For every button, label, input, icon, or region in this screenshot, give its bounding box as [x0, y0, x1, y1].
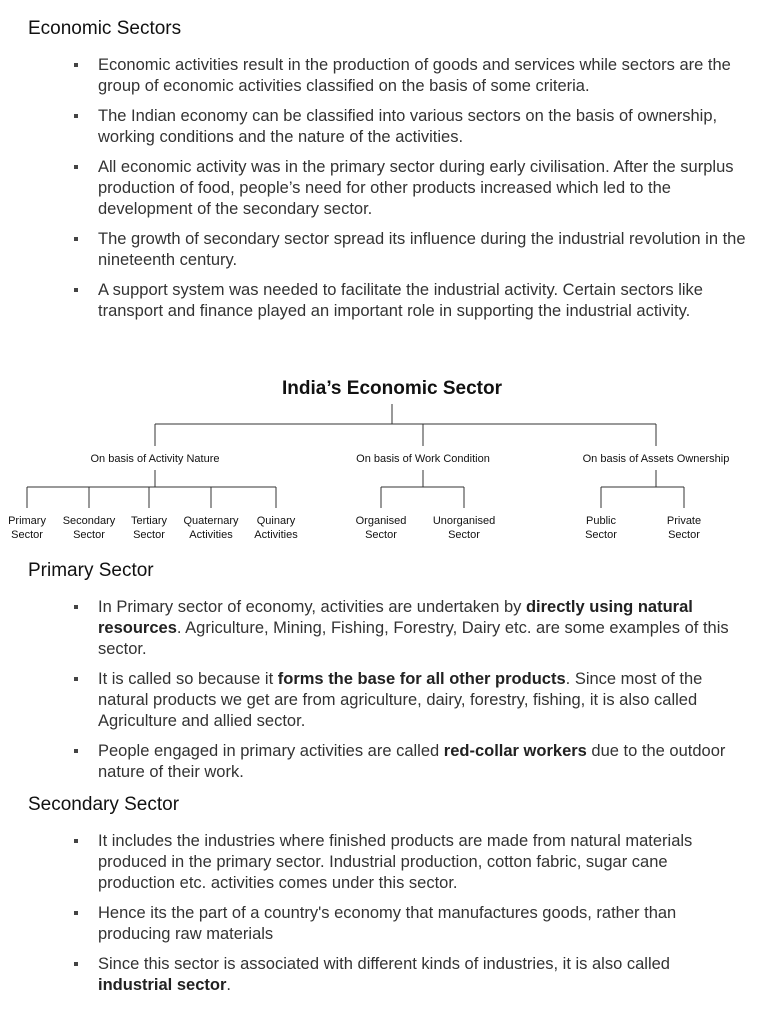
leaf-label: Sector: [585, 529, 617, 541]
branch-label: On basis of Activity Nature: [90, 453, 220, 465]
leaf-label: Sector: [668, 529, 700, 541]
bullet-text: The growth of secondary sector spread its influence during the industrial revolution in the nineteenth century.: [98, 230, 746, 269]
bullet-text: Hence its the part of a country's economy that manufactures goods, rather than producing raw materials: [98, 904, 677, 943]
leaf-label: Private: [666, 515, 702, 527]
bullet-text-end: .: [226, 976, 231, 994]
primary-sector-list: [74, 597, 746, 792]
bullet-icon: [74, 63, 78, 67]
bullet-text: All economic activity was in the primary sector during early civilisation. After the surplus production of food, people’s need for other products increased which led to the development of the secondary sector.: [98, 158, 734, 218]
bullet-bold-text: directly using natural resources: [98, 598, 693, 637]
bullet-icon: [74, 749, 78, 753]
list-item: [74, 280, 746, 322]
bullet-icon: [74, 677, 78, 681]
sector-classification-diagram: [8, 370, 748, 550]
bullet-bold-text: forms the base for all other products: [277, 670, 566, 688]
bullet-icon: [74, 165, 78, 169]
bullet-text: People engaged in primary activities are called: [98, 742, 444, 760]
secondary-sector-list: [74, 831, 746, 1005]
bullet-icon: [74, 237, 78, 241]
bullet-text: A support system was needed to facilitate the industrial activity. Certain sectors like transport and finance played an important role in supporting the industrial activity.: [98, 281, 703, 320]
list-item: [74, 954, 746, 996]
bullet-icon: [74, 114, 78, 118]
leaf-label: Public: [586, 515, 616, 527]
bullet-icon: [74, 911, 78, 915]
bullet-text: It is called so because it: [98, 670, 278, 688]
branch-label: On basis of Assets Ownership: [582, 453, 730, 465]
leaf-label: Unorganised: [432, 515, 496, 527]
leaf-label: Quaternary: [183, 515, 239, 527]
leaf-label: Tertiary: [130, 515, 168, 527]
diagram-title: India’s Economic Sector: [282, 378, 502, 399]
bullet-bold-text: industrial sector: [98, 976, 227, 994]
leaf-label: Sector: [365, 529, 397, 541]
list-item: [74, 903, 746, 945]
bullet-bold-text: red-collar workers: [443, 742, 587, 760]
bullet-text: The Indian economy can be classified into various sectors on the basis of ownership, working conditions and the nature of the activities.: [98, 107, 718, 146]
leaf-label: Sector: [11, 529, 43, 541]
leaf-label: Activities: [189, 529, 233, 541]
bullet-text-end: due to the outdoor nature of their work.: [98, 742, 726, 781]
list-item: [74, 831, 746, 894]
leaf-label: Quinary: [256, 515, 296, 527]
list-item: [74, 597, 746, 660]
bullet-icon: [74, 605, 78, 609]
leaf-label: Organised: [355, 515, 407, 527]
economic-sectors-list: [74, 55, 746, 331]
bullet-text: Economic activities result in the production of goods and services while sectors are the group of economic activities classified on the basis of some criteria.: [98, 56, 731, 95]
bullet-text: In Primary sector of economy, activities are undertaken by: [98, 598, 526, 616]
leaf-label: Activities: [254, 529, 298, 541]
list-item: [74, 55, 746, 97]
list-item: [74, 669, 746, 732]
section-heading-economic-sectors: Economic Sectors: [28, 18, 182, 39]
list-item: [74, 106, 746, 148]
bullet-icon: [74, 288, 78, 292]
list-item: [74, 229, 746, 271]
bullet-text-end: . Since most of the natural products we get are from agriculture, dairy, forestry, fishing, it is also called Agriculture and allied sector.: [98, 670, 703, 730]
leaf-label: Sector: [73, 529, 105, 541]
bullet-text: Since this sector is associated with different kinds of industries, it is also called: [98, 955, 670, 973]
list-item: [74, 741, 746, 783]
bullet-text: It includes the industries where finished products are made from natural materials produced in the primary sector. Industrial production, cotton fabric, sugar cane production etc. activities comes under this sector.: [98, 832, 693, 892]
list-item: [74, 157, 746, 220]
section-heading-primary-sector: Primary Sector: [28, 560, 154, 581]
branch-label: On basis of Work Condition: [356, 453, 490, 465]
bullet-text-end: . Agriculture, Mining, Fishing, Forestry, Dairy etc. are some examples of this sector.: [98, 619, 729, 658]
leaf-label: Sector: [133, 529, 165, 541]
bullet-icon: [74, 962, 78, 966]
section-heading-secondary-sector: Secondary Sector: [28, 794, 180, 815]
leaf-label: Sector: [448, 529, 480, 541]
leaf-label: Primary: [8, 515, 46, 527]
leaf-label: Secondary: [62, 515, 116, 527]
bullet-icon: [74, 839, 78, 843]
